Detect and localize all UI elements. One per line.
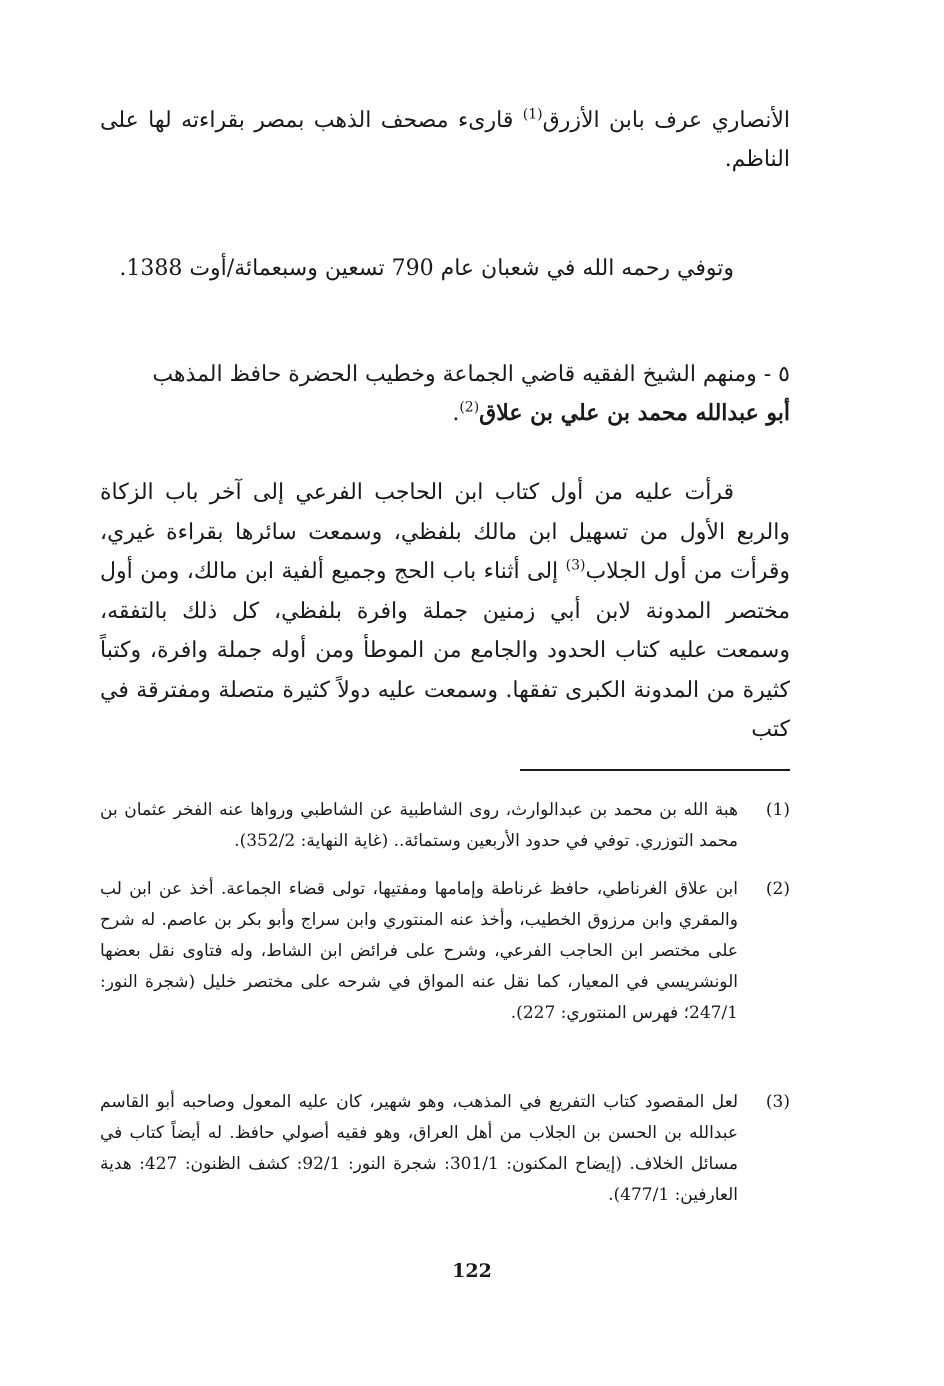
footnote-3	[100, 1087, 790, 1211]
biography-continuation	[100, 101, 790, 179]
bio-text-after: قارىء مصحف الذهب بمصر بقراءته لها على الناظم.	[100, 108, 790, 172]
bio-text: الأنصاري عرف بابن الأزرق	[542, 108, 790, 133]
heading-intro: ٥ - ومنهم الشيخ الفقيه قاضي الجماعة وخطيب الحضرة حافظ المذهب	[152, 362, 790, 387]
footnote-ref-2[interactable]: (2)	[459, 399, 480, 416]
reading-paragraph	[100, 473, 790, 750]
footnote-1	[100, 795, 790, 857]
footnote-separator	[520, 769, 790, 771]
footnote-ref-1[interactable]: (1)	[522, 106, 543, 123]
footnote-number: (2)	[765, 879, 790, 899]
footnote-text: هبة الله بن محمد بن عبدالوارث، روى الشاطبية عن الشاطبي ورواها عنه الفخر عثمان بن محمد التوزري. توفي في حدود الأربعين وستمائة.. (غاية النهاية: 352/2).	[100, 800, 738, 851]
heading-end: .	[452, 401, 460, 426]
scholar-name: أبو عبدالله محمد بن علي بن علاق	[479, 400, 790, 426]
scholar-heading	[100, 355, 790, 433]
footnote-text: لعل المقصود كتاب التفريع في المذهب، وهو شهير، كان عليه المعول وصاحبه أبو القاسم عبدالله بن الحسن بن الجلاب من أهل العراق، وهو فقيه أصولي حافظ. له أيضاً كتاب في مسائل الخلاف. (إيضاح المكنون: 301/1: شجرة النور: 92/1: كشف الظنون: 427: هدية العارفين: 477/1).	[100, 1092, 738, 1205]
footnote-number: (3)	[765, 1092, 790, 1112]
page-number: 122	[452, 1260, 492, 1282]
reading-part-2: إلى أثناء باب الحج وجميع ألفية ابن مالك، ومن أول مختصر المدونة لابن أبي زمنين جملة وافرة بلفظي، كل ذلك بالتفقه، وسمعت عليه كتاب الحدود والجامع من الموطأ ومن أوله جملة وافرة، وكتباً كثيرة من المدونة الكبرى تفقها. وسمعت عليه دولاً كثيرة متصلة ومفترقة في كتب	[100, 559, 790, 742]
death-date-line: وتوفي رحمه الله في شعبان عام 790 تسعين وسبعمائة/أوت 1388.	[119, 256, 734, 281]
footnote-text: ابن علاق الغرناطي، حافظ غرناطة وإمامها ومفتيها، تولى قضاء الجماعة. أخذ عن ابن لب والمقري وابن مرزوق الخطيب، وأخذ عنه المنتوري وابن سراج وأبو بكر بن عاصم. له شرح على مختصر ابن الحاجب الفرعي، وشرح على فرائض ابن الشاط، وله فتاوى نقل بعضها الونشريسي في المعيار، كما نقل عنه المواق في شرحه على مختصر خليل (شجرة النور: 247/1؛ فهرس المنتوري: 227).	[100, 879, 738, 1023]
footnote-2	[100, 874, 790, 1029]
reading-part-1: قرأت عليه من أول كتاب ابن الحاجب الفرعي إلى آخر باب الزكاة والربع الأول من تسهيل ابن مالك بلفظي، وسمعت سائرها بقراءة غيري، وقرأت من أول الجلاب	[100, 480, 790, 584]
footnote-ref-3[interactable]: (3)	[565, 557, 586, 574]
footnote-number: (1)	[765, 800, 790, 820]
